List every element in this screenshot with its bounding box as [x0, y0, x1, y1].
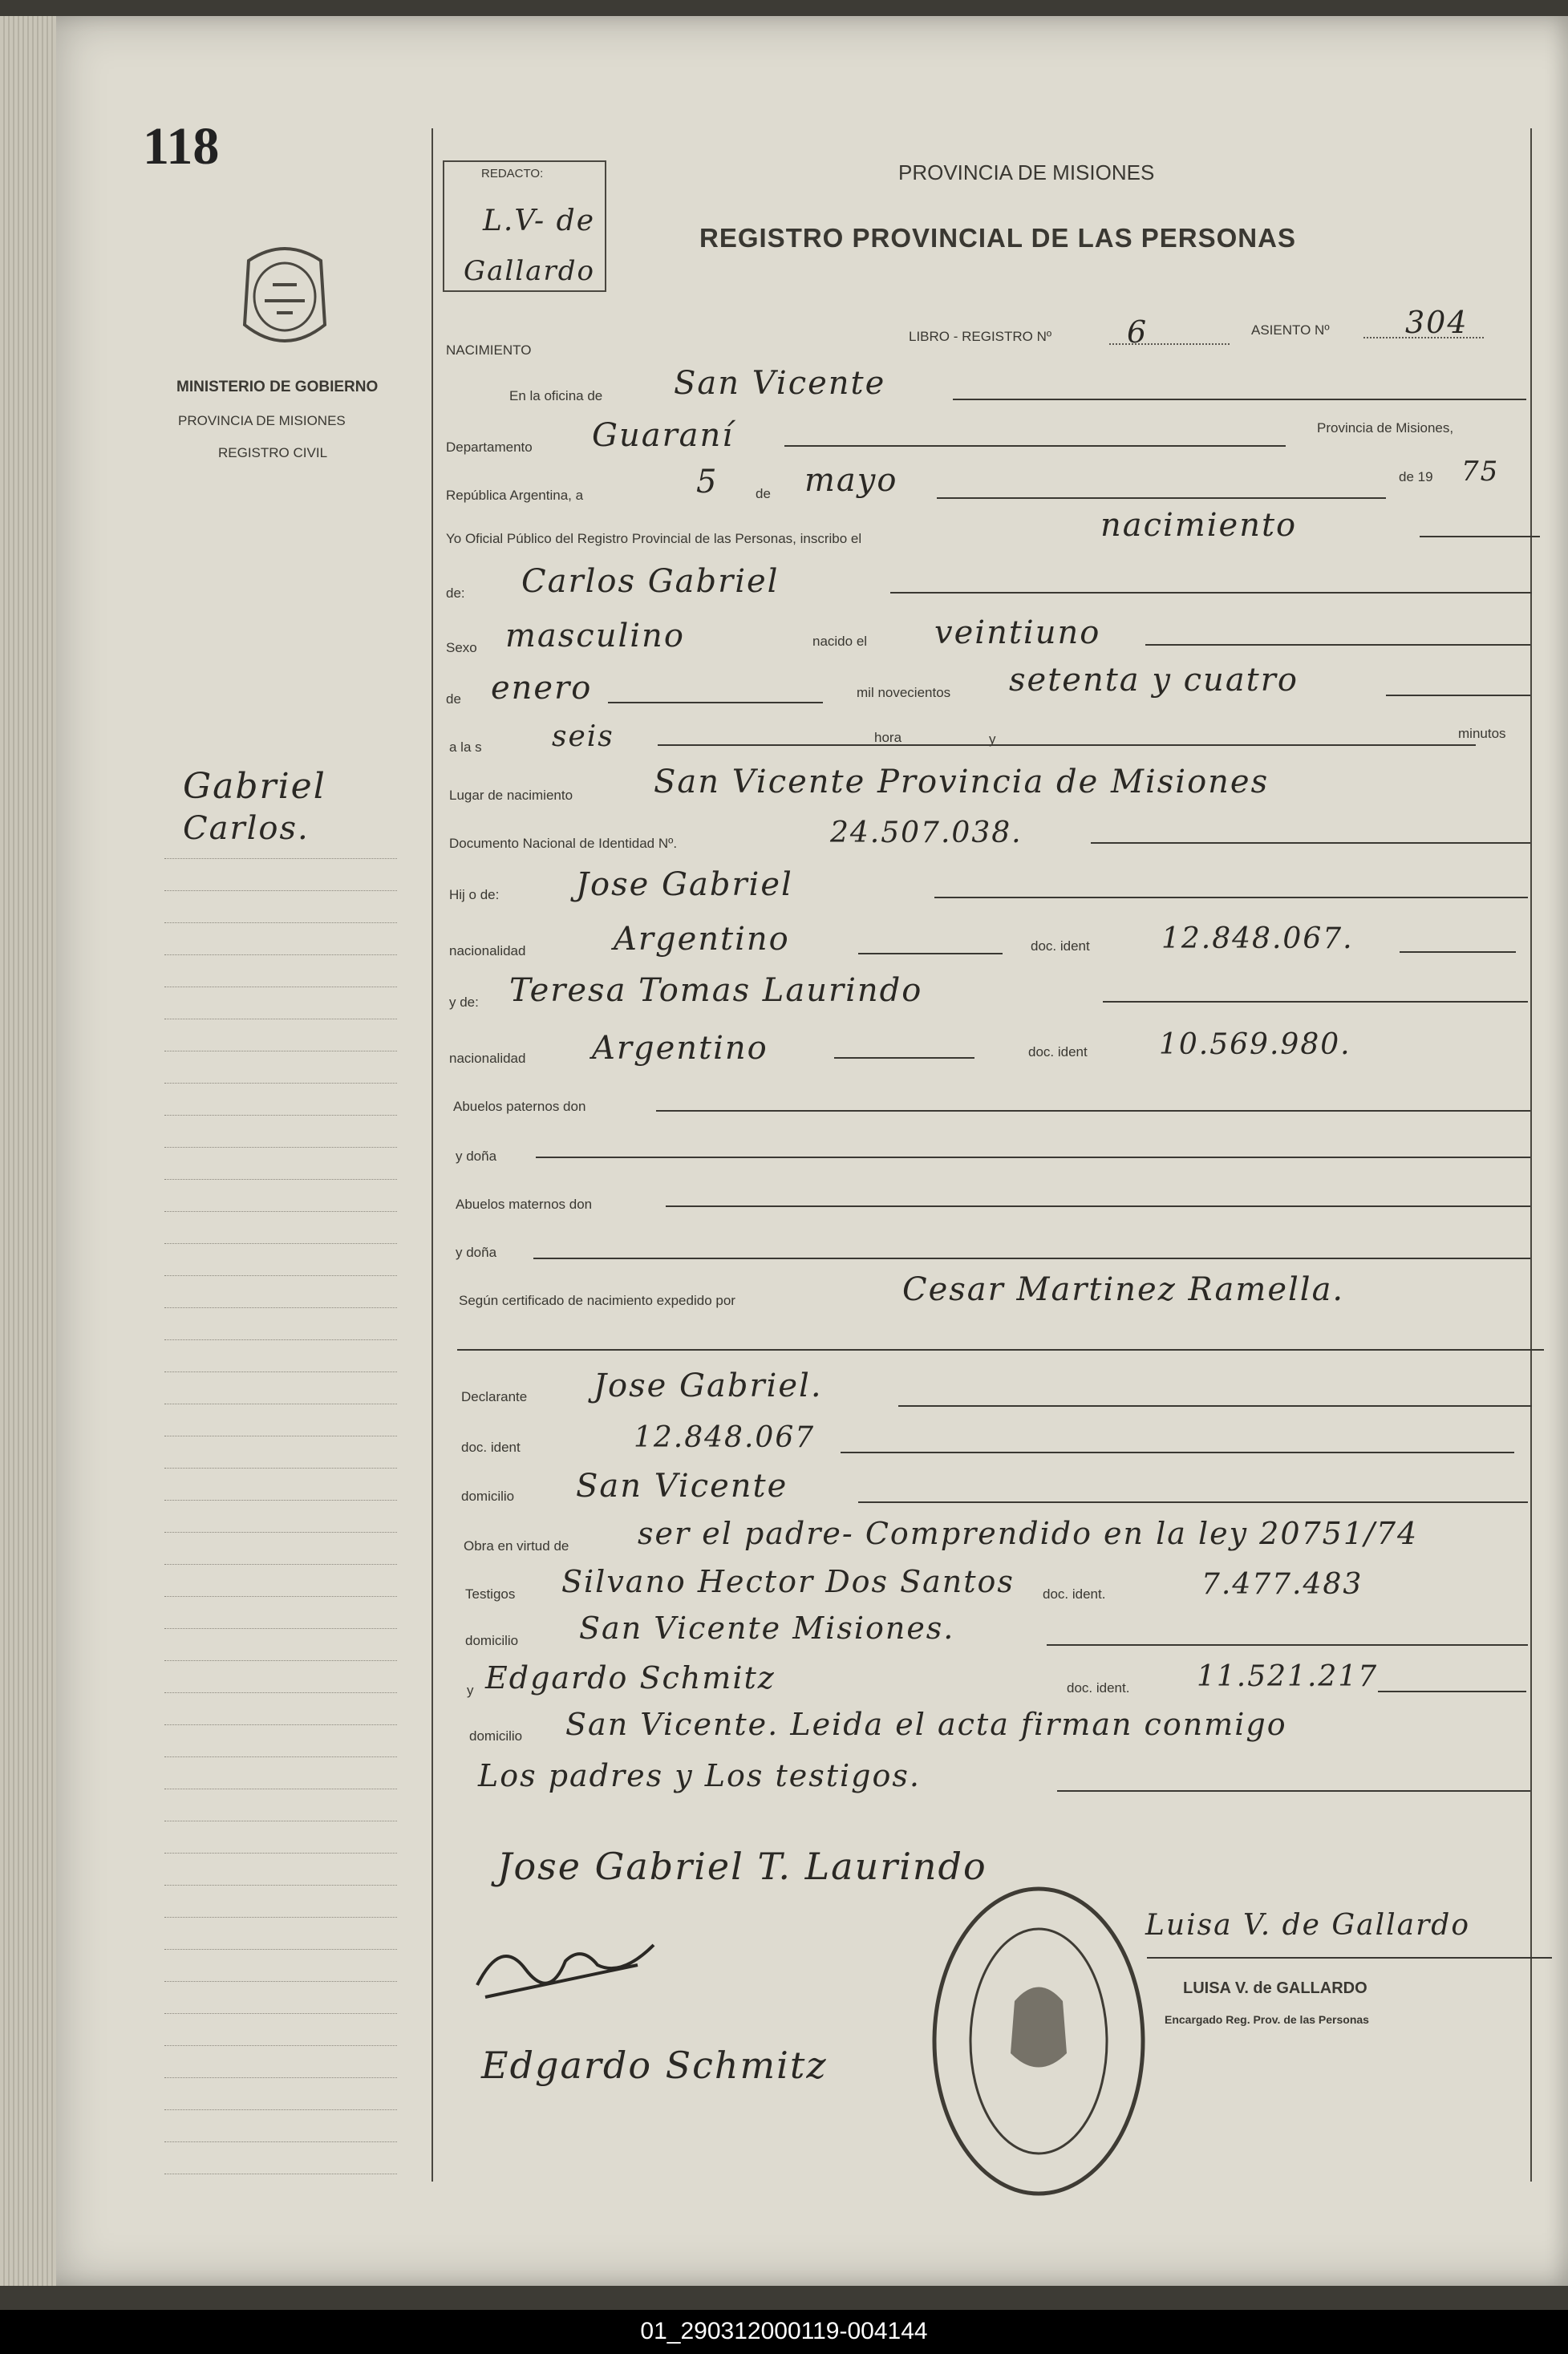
- registry-stamp-icon: [926, 1881, 1151, 2202]
- y-label-hora: y: [989, 731, 996, 747]
- nacionalidad-padre-value: Argentino: [614, 921, 790, 958]
- padre-value: Jose Gabriel: [576, 866, 793, 903]
- signature-testigo1-scribble: [469, 1921, 662, 2009]
- asiento-label: ASIENTO Nº: [1251, 322, 1330, 338]
- hora-label: hora: [874, 730, 902, 745]
- hijo-label: Hij o de:: [449, 887, 500, 902]
- domicilio-testigo1-value: San Vicente Misiones.: [579, 1611, 955, 1646]
- testigos-label: Testigos: [465, 1586, 516, 1602]
- margin-note-line1: Gabriel: [183, 766, 326, 807]
- page-number: 118: [143, 117, 220, 176]
- doc-ident-label-1: doc. ident: [1031, 938, 1090, 954]
- nacido-el-label: nacido el: [812, 634, 868, 649]
- de-label-fecha: de: [756, 486, 771, 501]
- left-registry: REGISTRO CIVIL: [218, 445, 328, 460]
- mes-nacimiento-value: enero: [491, 670, 593, 707]
- segun-certificado-label: Según certificado de nacimiento expedido por: [459, 1293, 735, 1308]
- anio-suffix-value: 75: [1461, 456, 1500, 488]
- sexo-label: Sexo: [446, 640, 477, 655]
- nacionalidad-label-2: nacionalidad: [449, 1051, 526, 1066]
- domicilio-testigo2-value: San Vicente. Leida el acta firman conmigo: [565, 1707, 1287, 1742]
- minutos-label: minutos: [1458, 726, 1506, 741]
- redacto-label: REDACTO:: [481, 167, 544, 180]
- declarante-value: Jose Gabriel.: [594, 1367, 823, 1404]
- left-province: PROVINCIA DE MISIONES: [178, 413, 346, 428]
- margin-note-line2: Carlos.: [183, 810, 310, 847]
- mes-value: mayo: [804, 462, 898, 499]
- de-19-label: de 19: [1399, 469, 1433, 484]
- departamento-value: Guaraní: [592, 417, 735, 454]
- republica-label: República Argentina, a: [446, 488, 584, 503]
- y-label-testigo2: y: [467, 1683, 474, 1698]
- y-de-label: y de:: [449, 995, 479, 1010]
- nacimiento-label: NACIMIENTO: [446, 342, 532, 358]
- madre-value: Teresa Tomas Laurindo: [509, 972, 923, 1009]
- nacionalidad-label-1: nacionalidad: [449, 943, 526, 958]
- doc-ident-label-4: doc. ident.: [1043, 1586, 1106, 1602]
- anio-nacimiento-value: setenta y cuatro: [1009, 662, 1299, 699]
- dia-nacimiento-value: veintiuno: [934, 614, 1101, 651]
- header-registry-title: REGISTRO PROVINCIAL DE LAS PERSONAS: [699, 223, 1296, 253]
- doc-testigo2-value: 11.521.217: [1197, 1660, 1379, 1693]
- libro-value: 6: [1127, 314, 1149, 350]
- libro-label: LIBRO - REGISTRO Nº: [909, 329, 1052, 344]
- ministry-name: MINISTERIO DE GOBIERNO: [176, 379, 379, 395]
- sexo-value: masculino: [505, 618, 685, 654]
- domicilio-label-3: domicilio: [469, 1728, 523, 1744]
- doc-declarante-value: 12.848.067: [634, 1421, 816, 1454]
- cierre-value: Los padres y Los testigos.: [478, 1758, 921, 1793]
- y-dona-label-2: y doña: [456, 1245, 497, 1260]
- signature-padres: Jose Gabriel T. Laurindo: [497, 1845, 987, 1888]
- departamento-label: Departamento: [446, 440, 533, 455]
- oficial-title: Encargado Reg. Prov. de las Personas: [1165, 2013, 1369, 2026]
- nacionalidad-madre-value: Argentino: [592, 1030, 768, 1067]
- domicilio-declarante-value: San Vicente: [576, 1468, 788, 1505]
- oficina-value: San Vicente: [674, 365, 886, 402]
- domicilio-label-2: domicilio: [465, 1633, 519, 1648]
- header-province: PROVINCIA DE MISIONES: [898, 160, 1155, 184]
- yo-oficial-label: Yo Oficial Público del Registro Provincial de las Personas, inscribo el: [446, 531, 862, 546]
- y-dona-label-1: y doña: [456, 1149, 497, 1164]
- doc-ident-label-5: doc. ident.: [1067, 1680, 1130, 1696]
- domicilio-label-1: domicilio: [461, 1489, 515, 1504]
- lugar-nacimiento-label: Lugar de nacimiento: [449, 788, 573, 803]
- testigo1-value: Silvano Hector Dos Santos: [561, 1564, 1015, 1599]
- redacto-line2: Gallardo: [464, 255, 595, 287]
- de-label-nombre: de:: [446, 585, 465, 601]
- abuelos-paternos-label: Abuelos paternos don: [453, 1099, 586, 1114]
- obra-value: ser el padre- Comprendido en la ley 20751/74: [638, 1516, 1419, 1551]
- ministry-seal-icon: [233, 237, 337, 357]
- documento-label: Documento Nacional de Identidad Nº.: [449, 836, 678, 851]
- documento-value: 24.507.038.: [830, 816, 1023, 849]
- book-page-edges: [0, 16, 56, 2286]
- redacto-line1: L.V- de: [483, 205, 595, 237]
- declarante-label: Declarante: [461, 1389, 528, 1404]
- lugar-nacimiento-value: San Vicente Provincia de Misiones: [654, 764, 1270, 800]
- testigo2-value: Edgardo Schmitz: [485, 1660, 776, 1696]
- asiento-value: 304: [1405, 305, 1469, 340]
- dia-value: 5: [696, 464, 719, 500]
- signature-oficial: Luisa V. de Gallardo: [1145, 1909, 1471, 1942]
- image-identifier: 01_290312000119-004144: [640, 2318, 928, 2344]
- doc-madre-value: 10.569.980.: [1159, 1028, 1351, 1061]
- hora-value: seis: [552, 720, 614, 753]
- de-label-mes-nac: de: [446, 691, 461, 707]
- abuelos-maternos-label: Abuelos maternos don: [456, 1197, 593, 1212]
- doc-padre-value: 12.848.067.: [1161, 922, 1354, 955]
- oficina-label: En la oficina de: [509, 388, 603, 403]
- certificado-medico-value: Cesar Martinez Ramella.: [902, 1271, 1345, 1308]
- inscripcion-value: nacimiento: [1100, 507, 1298, 544]
- doc-ident-label-2: doc. ident: [1028, 1044, 1088, 1060]
- mil-novecientos-label: mil novecientos: [857, 685, 951, 700]
- a-las-label: a la s: [449, 739, 482, 755]
- nombre-value: Carlos Gabriel: [521, 563, 780, 600]
- doc-testigo1-value: 7.477.483: [1201, 1568, 1363, 1601]
- obra-label: Obra en virtud de: [464, 1538, 569, 1554]
- provincia-misiones-label: Provincia de Misiones,: [1317, 420, 1454, 436]
- doc-ident-label-3: doc. ident: [461, 1440, 521, 1455]
- signature-testigo2: Edgardo Schmitz: [481, 2044, 828, 2087]
- oficial-name: LUISA V. de GALLARDO: [1183, 1979, 1367, 1997]
